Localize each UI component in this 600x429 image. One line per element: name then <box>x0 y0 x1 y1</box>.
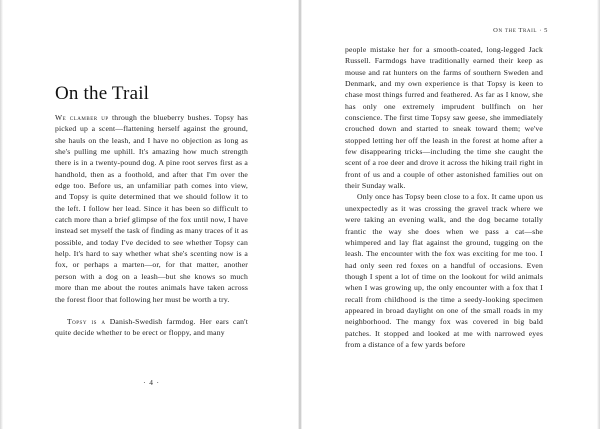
paragraph-opening-text: through the blueberry bushes. Topsy has picked up a scent—flattening herself against the ground, she hauls on the leash, and I have no objection as long as she's pulling me uphill. It's amazing how much strength there is in a twenty-pound dog. A pine root serves first as a handhold, then as a foothold, and after that I'm over the edge too. Before us, an unfamiliar path comes into view, and Topsy is quite determined that we should follow it to the left. I follow her lead. Since it has been so difficult to catch more than a brief glimpse of the fox until now, I have instead set myself the task of finding as many traces of it as possible, and today I've decided to see whether Topsy can help. It's hard to say whether what she's scenting now is a fox, or perhaps a marten—or, for that matter, another person with a dog on a leash—but she knows so much more than me about the routes animals have taken across the forest floor that following her must be worth a try. <box>55 113 248 304</box>
paragraph-farmdog-continued: people mistake her for a smooth-coated, long-legged Jack Russell. Farmdogs have traditionally earned their keep as mouse and rat hunters on the farms of southern Sweden and Denmark, and my own experience is that Topsy is keen to chase most things furred and feathered. As far as I know, she has only one extremely imprudent bullfinch on her conscience. The first time Topsy saw geese, she immediately crouched down and started to sneak toward them; we've stopped letting her off the leash in the forest at home after a few disappearing tricks—including the time she caught the scent of a roe deer and drove it across the hiking trail right in front of us and a couple of other astonished families out on their Sunday walk. <box>345 45 543 191</box>
chapter-title: On the Trail <box>55 83 150 104</box>
paragraph-topsy-intro <box>55 316 248 339</box>
paragraph-topsy-intro-smallcaps: Topsy is a <box>67 317 106 327</box>
running-head: On the Trail · 5 <box>493 27 548 34</box>
paragraph-opening-smallcaps: We clamber up <box>55 113 109 122</box>
paragraph-fox-encounter: Only once has Topsy been close to a fox. It came upon us unexpectedly as it was crossing the gravel track where we were taking an evening walk, and the dog became totally frantic the way she does when we pass a cat—she whimpered and lay flat against the ground, tugging on the leash. The encounter with the fox was exciting for me too. I had only seen red foxes on a handful of occasions. Even though I spent a lot of time on the lookout for wild animals when I was growing up, the only encounter with a fox that I recall from childhood is the time a seedy-looking specimen appeared in broad daylight on one of the small roads in my neighborhood. The mangy fox was covered in big bald patches. It stopped and looked at me with narrowed eyes from a distance of a few yards before <box>345 192 543 349</box>
left-page-body-text <box>55 112 248 339</box>
page-number-folio: · 4 · <box>143 378 160 387</box>
paragraph-topsy-intro-text: Danish-Swedish farmdog. Her ears can't quite decide whether to be erect or floppy, and many <box>55 317 249 338</box>
right-page <box>300 0 600 429</box>
paragraph-opening <box>55 112 248 305</box>
right-page-body-text <box>345 44 543 350</box>
